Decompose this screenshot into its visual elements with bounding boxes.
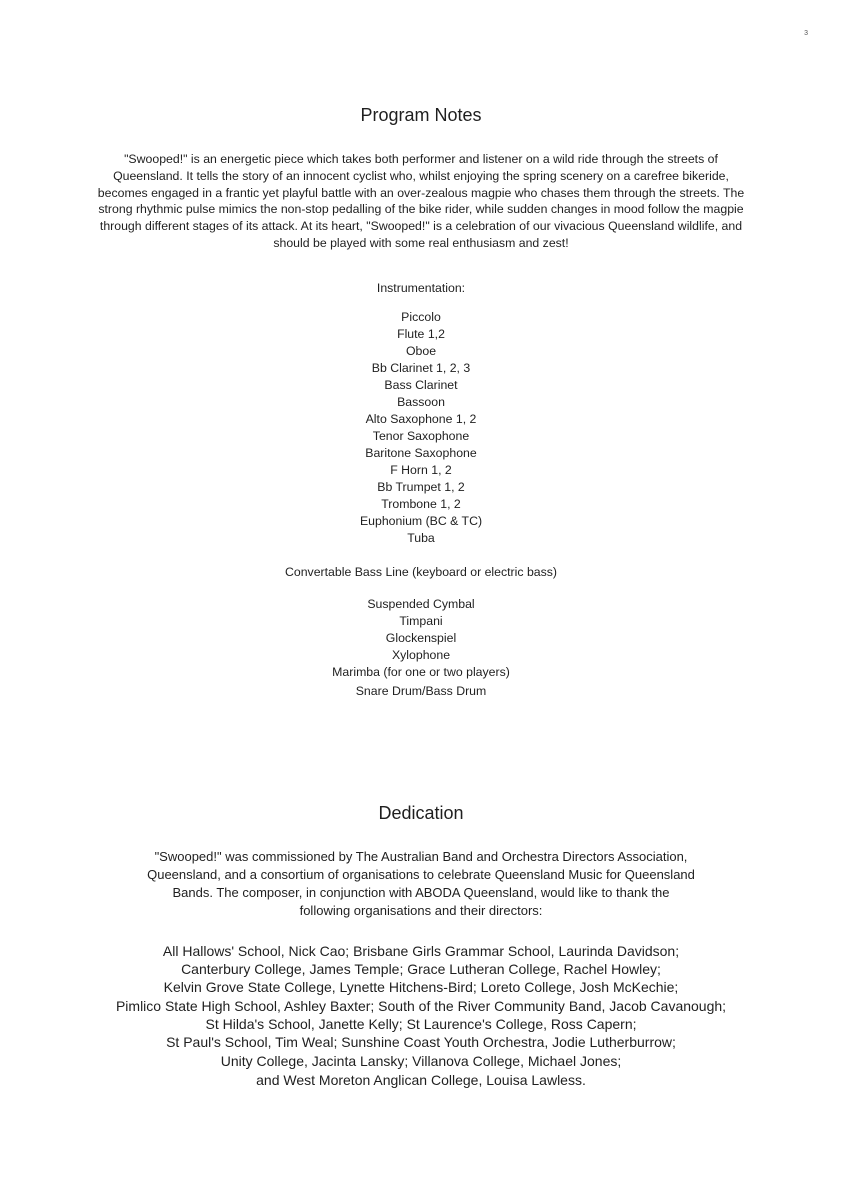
bass-line-note: Convertable Bass Line (keyboard or electric bass) xyxy=(284,564,558,579)
dedication-line: "Swooped!" was commissioned by The Australian Band and Orchestra Directors Association, xyxy=(154,848,688,864)
dedication-line: following organisations and their directors: xyxy=(299,902,543,918)
instrumentation-winds-list xyxy=(0,309,842,547)
program-notes-line: "Swooped!" is an energetic piece which takes both performer and listener on a wild ride through the streets of xyxy=(124,152,718,166)
organisation-item: Pimlico State High School, Ashley Baxter; South of the River Community Band, Jacob Cavanough; xyxy=(115,997,727,1014)
organisation-item: Canterbury College, James Temple; Grace Lutheran College, Rachel Howley; xyxy=(181,961,661,978)
instrument-item: Bassoon xyxy=(397,394,445,409)
program-notes-paragraph xyxy=(0,151,842,252)
instrument-item: F Horn 1, 2 xyxy=(390,462,452,477)
instrument-item: Baritone Saxophone xyxy=(365,445,477,460)
drums-line: Snare Drum/Bass Drum xyxy=(355,683,487,698)
program-notes-line: should be played with some real enthusiasm and zest! xyxy=(273,235,569,250)
program-notes-line: strong rhythmic pulse mimics the non-stop pedalling of the bike rider, while sudden changes in mood follow the magpie xyxy=(98,202,744,217)
dedication-line: Queensland, and a consortium of organisations to celebrate Queensland Music for Queensland xyxy=(147,866,695,882)
closing-line: and West Moreton Anglican College, Louisa Lawless. xyxy=(256,1071,586,1088)
instrument-item: Bass Clarinet xyxy=(384,377,458,392)
instrumentation-heading: Instrumentation: xyxy=(376,280,466,295)
instrument-item: Oboe xyxy=(405,343,437,358)
dedication-paragraph xyxy=(0,848,842,920)
organisation-item: Unity College, Jacinta Lansky; Villanova College, Michael Jones; xyxy=(220,1052,622,1069)
instrument-item: Alto Saxophone 1, 2 xyxy=(365,411,477,426)
organisation-item: Kelvin Grove State College, Lynette Hitchens-Bird; Loreto College, Josh McKechie; xyxy=(163,979,679,996)
page-number: 3 xyxy=(804,30,808,37)
instrument-item: Piccolo xyxy=(401,309,441,324)
dedication-line: Bands. The composer, in conjunction with ABODA Queensland, would like to thank the xyxy=(172,884,670,900)
percussion-item: Glockenspiel xyxy=(385,630,457,645)
program-notes-line: becomes engaged in a frantic yet playful battle with an over-zealous magpie who chases them through the streets. The xyxy=(97,185,745,200)
instrument-item: Tenor Saxophone xyxy=(372,428,470,443)
organisations-list xyxy=(0,942,842,1070)
percussion-item: Suspended Cymbal xyxy=(367,596,475,611)
program-notes-line: Queensland. It tells the story of an innocent cyclist who, whilst enjoying the spring scenery on a carefree bikeride, xyxy=(113,168,729,183)
instrumentation-percussion-list xyxy=(0,596,842,681)
percussion-item: Marimba (for one or two players) xyxy=(332,664,510,679)
instrument-item: Trombone 1, 2 xyxy=(381,496,461,511)
program-notes-line: through different stages of its attack. At its heart, "Swooped!" is a celebration of our vivacious Queensland wildlife, and xyxy=(99,219,743,234)
organisation-item: St Paul's School, Tim Weal; Sunshine Coast Youth Orchestra, Jodie Lutherburrow; xyxy=(166,1034,676,1051)
percussion-item: Timpani xyxy=(399,613,443,628)
instrument-item: Bb Trumpet 1, 2 xyxy=(377,479,465,494)
percussion-item: Xylophone xyxy=(391,647,451,662)
instrument-item: Tuba xyxy=(407,530,435,545)
organisation-item: All Hallows' School, Nick Cao; Brisbane Girls Grammar School, Laurinda Davidson; xyxy=(162,942,680,959)
program-notes-title: Program Notes xyxy=(360,105,482,125)
instrument-item: Flute 1,2 xyxy=(397,326,445,341)
organisation-item: St Hilda's School, Janette Kelly; St Laurence's College, Ross Capern; xyxy=(205,1015,637,1032)
dedication-title: Dedication xyxy=(378,802,464,823)
instrument-item: Bb Clarinet 1, 2, 3 xyxy=(371,360,471,375)
instrument-item: Euphonium (BC & TC) xyxy=(359,513,483,528)
